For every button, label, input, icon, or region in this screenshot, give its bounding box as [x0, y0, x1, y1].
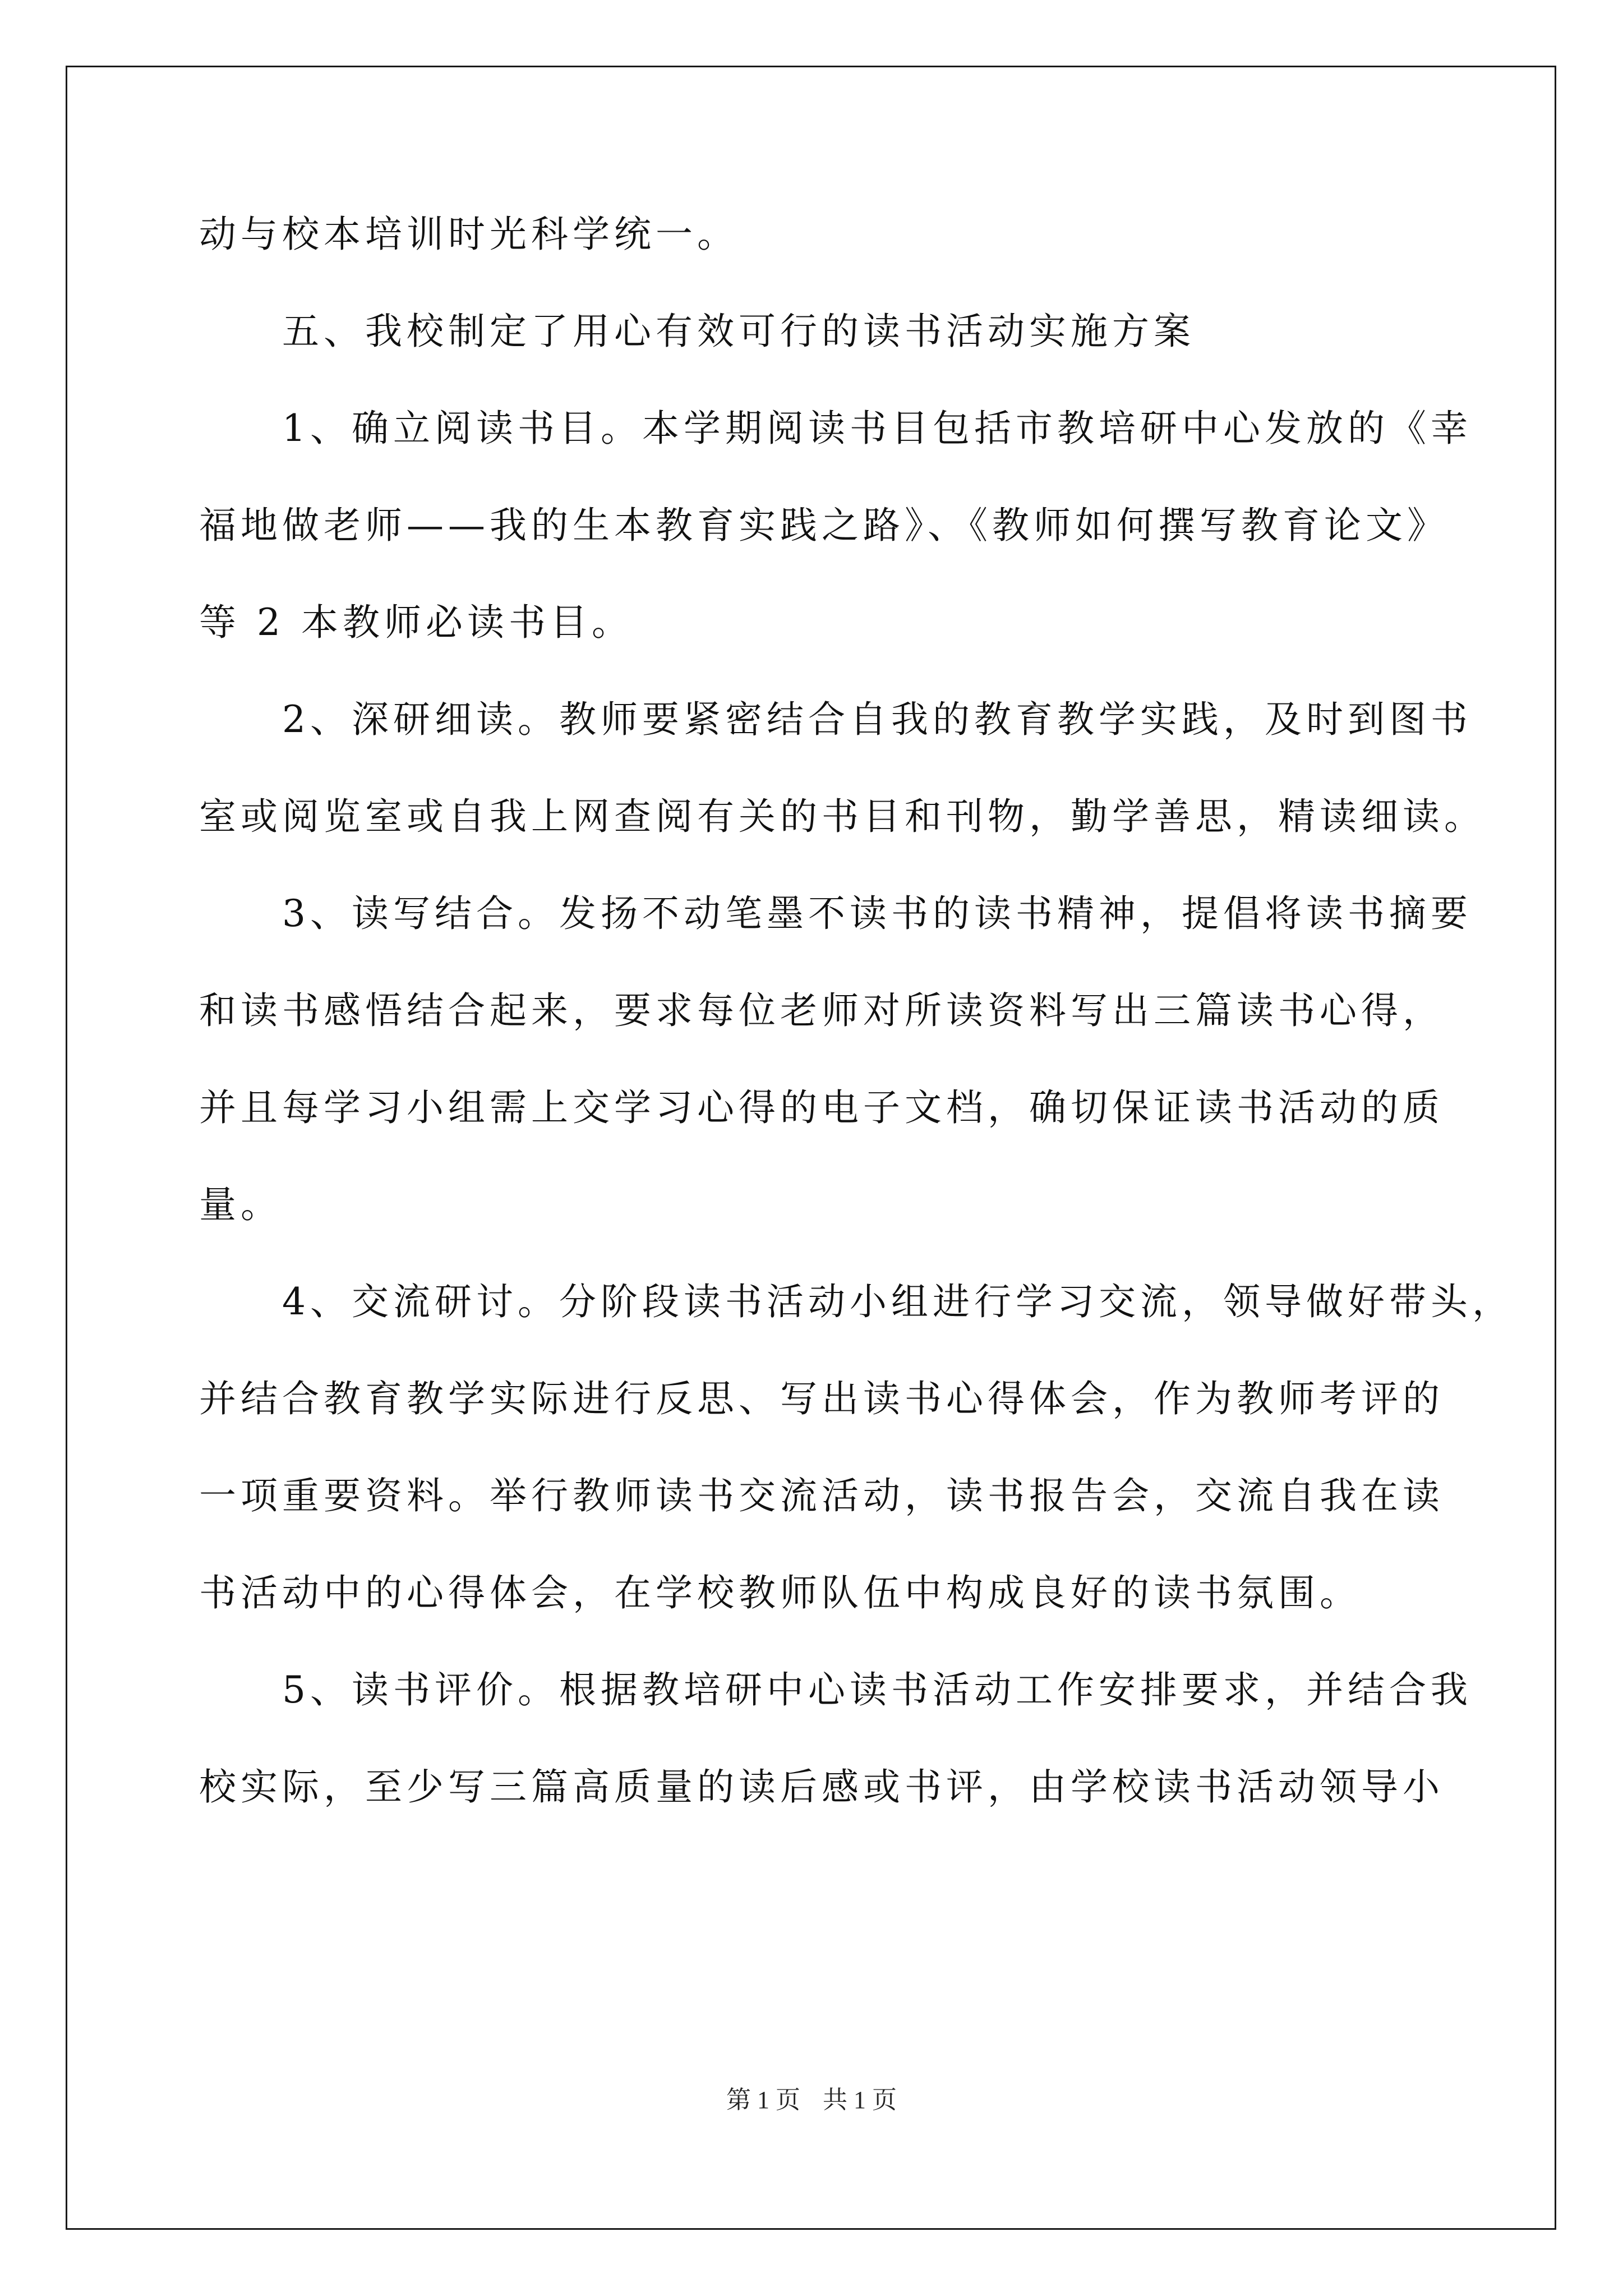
- text-line: 校实际，至少写三篇高质量的读后感或书评，由学校读书活动领导小: [199, 1765, 1444, 1809]
- text-line: 并且每学习小组需上交学习心得的电子文档，确切保证读书活动的质: [199, 1086, 1444, 1129]
- text-line: 量。: [199, 1183, 282, 1226]
- document-body: [199, 212, 1514, 1862]
- text-line: 4、交流研讨。分阶段读书活动小组进行学习交流，领导做好带头，: [199, 1280, 1514, 1323]
- page-total: 共 1 页: [823, 2086, 897, 2114]
- section-heading: 五、我校制定了用心有效可行的读书活动实施方案: [199, 310, 1195, 353]
- text-line: 并结合教育教学实际进行反思、写出读书心得体会，作为教师考评的: [199, 1377, 1444, 1420]
- text-line: 福地做老师——我的生本教育实践之路》、《教师如何撰写教育论文》: [199, 504, 1449, 547]
- text-line: 3、读写结合。发扬不动笔墨不读书的读书精神，提倡将读书摘要: [199, 892, 1472, 935]
- text-line: 一项重要资料。举行教师读书交流活动，读书报告会，交流自我在读: [199, 1474, 1444, 1517]
- text-line: 室或阅览室或自我上网查阅有关的书目和刊物，勤学善思，精读细读。: [199, 795, 1486, 838]
- text-line: 1、确立阅读书目。本学期阅读书目包括市教培研中心发放的《幸: [199, 407, 1472, 450]
- text-line: 2、深研细读。教师要紧密结合自我的教育教学实践，及时到图书: [199, 698, 1472, 741]
- text-line: 5、读书评价。根据教培研中心读书活动工作安排要求，并结合我: [199, 1668, 1472, 1711]
- text-line: 和读书感悟结合起来，要求每位老师对所读资料写出三篇读书心得，: [199, 989, 1444, 1032]
- text-line: 等 2 本教师必读书目。: [199, 601, 633, 644]
- page-footer: [0, 2085, 1623, 2116]
- text-line: 书活动中的心得体会，在学校教师队伍中构成良好的读书氛围。: [199, 1571, 1361, 1614]
- page-number: 第 1 页: [726, 2086, 800, 2114]
- text-line: 动与校本培训时光科学统一。: [199, 213, 739, 256]
